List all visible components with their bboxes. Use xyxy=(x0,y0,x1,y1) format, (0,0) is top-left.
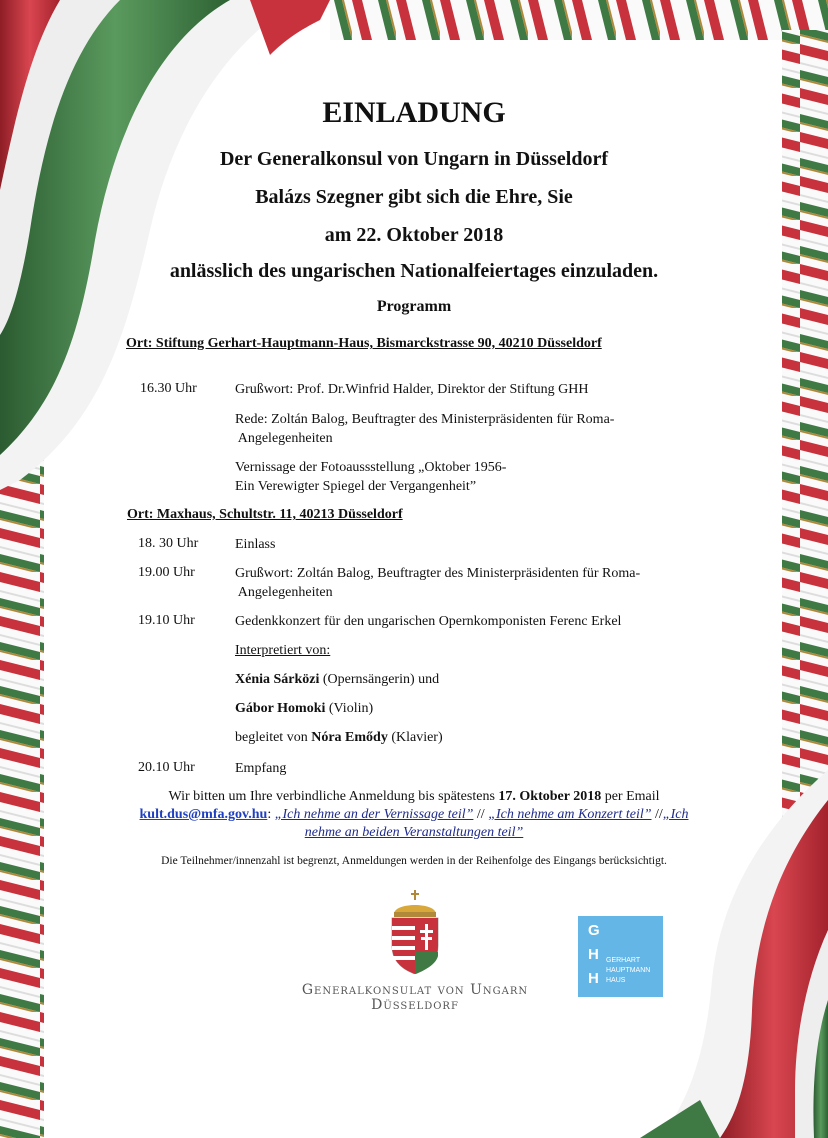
separator: // xyxy=(473,807,489,822)
rsvp-deadline: 17. Oktober 2018 xyxy=(498,789,602,804)
performer-name: Nóra Emődy xyxy=(311,730,388,745)
ghh-letter-h2: H xyxy=(588,970,599,987)
rsvp-line-1 xyxy=(0,789,828,805)
ghh-word-2: HAUPTMANN xyxy=(606,967,651,974)
program-item-welcome-balog xyxy=(235,564,640,602)
item-text-line1: Vernissage der Fotoaussstellung „Oktober 1956- xyxy=(235,460,507,475)
program-item-welcome-halder xyxy=(235,380,588,399)
time-2010: 20.10 Uhr xyxy=(138,760,195,775)
option-vernissage: „Ich nehme an der Vernissage teil” xyxy=(274,807,474,822)
performer-violin xyxy=(235,701,373,717)
host-name-line: Balázs Szegner gibt sich die Ehre, Sie xyxy=(255,186,573,208)
participation-note: Die Teilnehmer/innenzahl ist begrenzt, Anmeldungen werden in der Reihenfolge des Eingangs berücksichtigt. xyxy=(161,855,667,867)
performer-piano xyxy=(235,730,443,746)
item-text-line1: Rede: Zoltán Balog, Beuftragter des Ministerpräsidenten für Roma- xyxy=(235,412,615,427)
program-item-admission xyxy=(235,535,275,554)
program-item-exhibition xyxy=(235,458,506,496)
option-both-part2: nehme an beiden Veranstaltungen teil” xyxy=(304,825,524,840)
item-text-line2: Angelegenheiten xyxy=(235,585,333,600)
hungarian-coat-of-arms-icon xyxy=(388,890,442,974)
time-1900: 19.00 Uhr xyxy=(138,565,195,580)
item-text: Grußwort: Prof. Dr.Winfrid Halder, Direktor der Stiftung GHH xyxy=(235,382,589,397)
time-1830: 18. 30 Uhr xyxy=(138,536,199,551)
item-text-line2: Angelegenheiten xyxy=(235,431,333,446)
consulate-name: Generalkonsulat von Ungarn xyxy=(301,982,529,998)
consulate-city: Düsseldorf xyxy=(371,997,459,1013)
separator: // xyxy=(651,807,663,822)
performers-heading: Interpretiert von: xyxy=(235,643,331,658)
performer-role: (Klavier) xyxy=(387,730,443,745)
venue-1-heading: Ort: Stiftung Gerhart-Hauptmann-Haus, Bismarckstrasse 90, 40210 Düsseldorf xyxy=(126,336,602,351)
ghh-letter-g: G xyxy=(588,922,600,939)
time-1910: 19.10 Uhr xyxy=(138,613,195,628)
option-concert: „Ich nehme am Konzert teil” xyxy=(488,807,652,822)
performer-singer xyxy=(235,672,439,688)
rsvp-text: Wir bitten um Ihre verbindliche Anmeldung bis spätestens xyxy=(168,789,499,804)
performer-role: (Opernsängerin) und xyxy=(319,672,440,687)
ghh-logo xyxy=(578,916,663,997)
ghh-word-1: GERHART xyxy=(606,957,641,964)
item-text-line2: Ein Verewigter Spiegel der Vergangenheit” xyxy=(235,479,477,494)
rsvp-line-2 xyxy=(0,807,828,823)
rsvp-line-3 xyxy=(0,825,828,841)
email-link[interactable]: kult.dus@mfa.gov.hu xyxy=(139,807,268,822)
venue-2-heading: Ort: Maxhaus, Schultstr. 11, 40213 Düsseldorf xyxy=(127,507,403,522)
ghh-letter-h1: H xyxy=(588,946,599,963)
performer-prefix: begleitet von xyxy=(235,730,312,745)
occasion-line: anlässlich des ungarischen Nationalfeiertages einzuladen. xyxy=(169,260,659,282)
rsvp-text-end: per Email xyxy=(601,789,660,804)
performer-name: Gábor Homoki xyxy=(235,701,326,716)
program-item-speech-balog xyxy=(235,410,614,448)
program-item-concert xyxy=(235,612,621,631)
option-both-part1: „Ich xyxy=(662,807,689,822)
performer-role: (Violin) xyxy=(325,701,374,716)
host-line: Der Generalkonsul von Ungarn in Düsseldorf xyxy=(219,148,608,170)
item-text: Gedenkkonzert für den ungarischen Opernkomponisten Ferenc Erkel xyxy=(235,614,622,629)
program-heading: Programm xyxy=(376,298,452,315)
time-1630: 16.30 Uhr xyxy=(140,381,197,396)
program-item-reception: Empfang xyxy=(235,761,287,776)
ghh-word-3: HAUS xyxy=(606,977,626,984)
invitation-title: EINLADUNG xyxy=(322,96,506,129)
item-text-line1: Grußwort: Zoltán Balog, Beuftragter des Ministerpräsidenten für Roma- xyxy=(235,566,641,581)
separator: : xyxy=(267,807,275,822)
date-line: am 22. Oktober 2018 xyxy=(324,224,504,246)
performer-name: Xénia Sárközi xyxy=(235,672,320,687)
item-text: Einlass xyxy=(235,537,276,552)
